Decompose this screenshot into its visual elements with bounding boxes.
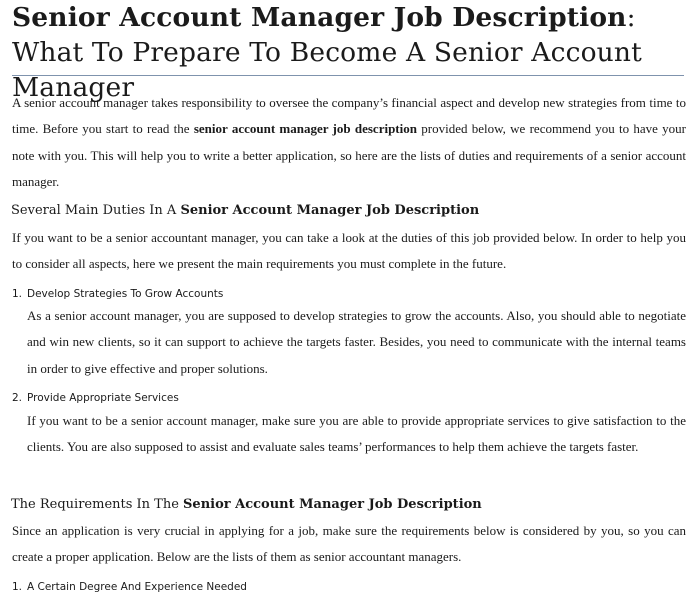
- requirements-heading: [11, 495, 482, 515]
- requirement-item-1-label: A Certain Degree And Experience Needed: [27, 581, 247, 593]
- title-rest: : What To Prepare To Become A Senior Account Manager: [12, 2, 642, 103]
- title-bold: Senior Account Manager Job Description: [12, 2, 627, 33]
- duties-heading: [11, 201, 479, 221]
- duty-item-2-body: If you want to be a senior account manager, make sure you are able to provide appropriate services to give satisfaction to the clients. You are also supposed to assist and evaluate sales teams’ performances to help them achieve the targets faster.: [27, 413, 686, 455]
- requirements-heading-prefix: The Requirements In The: [11, 497, 184, 512]
- intro-paragraph: [12, 90, 686, 195]
- duty-item-1-body: As a senior account manager, you are supposed to develop strategies to grow the accounts. Also, you should able to negotiate and win new clients, so it can support to achieve the targets faster. Besides, you need to communicate with the internal teams in order to give effective and proper solutions.: [27, 308, 686, 376]
- duties-heading-keyword: Senior Account Manager Job Description: [180, 203, 480, 218]
- duty-item-1-label: Develop Strategies To Grow Accounts: [27, 288, 224, 300]
- duty-item-2-label: Provide Appropriate Services: [27, 392, 179, 404]
- requirements-heading-keyword: Senior Account Manager Job Description: [183, 497, 482, 512]
- requirements-intro-paragraph: Since an application is very crucial in applying for a job, make sure the requirements below is considered by you, so you can create a proper application. Below are the lists of them as senior accountant managers.: [12, 523, 686, 565]
- requirement-item-1-title: [12, 579, 247, 595]
- duty-item-1-number: 1.: [12, 288, 23, 300]
- duty-item-2-title: [12, 390, 179, 406]
- title-divider: [12, 75, 684, 76]
- duty-item-1-title: [12, 286, 223, 302]
- intro-text-end: provided below, we recommend you to have your note with you. This will help you to write a better application, so here are the lists of duties and requirements of a senior account manager.: [12, 121, 686, 189]
- duties-intro-paragraph: If you want to be a senior accountant manager, you can take a look at the duties of this job provided below. In order to help you to consider all aspects, here we present the main requirements you must complete in the future.: [12, 230, 686, 272]
- intro-keyword: senior account manager job description: [193, 121, 417, 137]
- requirement-item-1-number: 1.: [12, 581, 23, 593]
- duties-heading-prefix: Several Main Duties In A: [11, 203, 181, 218]
- intro-text-start: A senior account manager takes responsibility to oversee the company’s financial aspect and develop new strategies from time to time. Before you start to read the: [12, 95, 686, 137]
- duty-item-2-number: 2.: [12, 392, 23, 404]
